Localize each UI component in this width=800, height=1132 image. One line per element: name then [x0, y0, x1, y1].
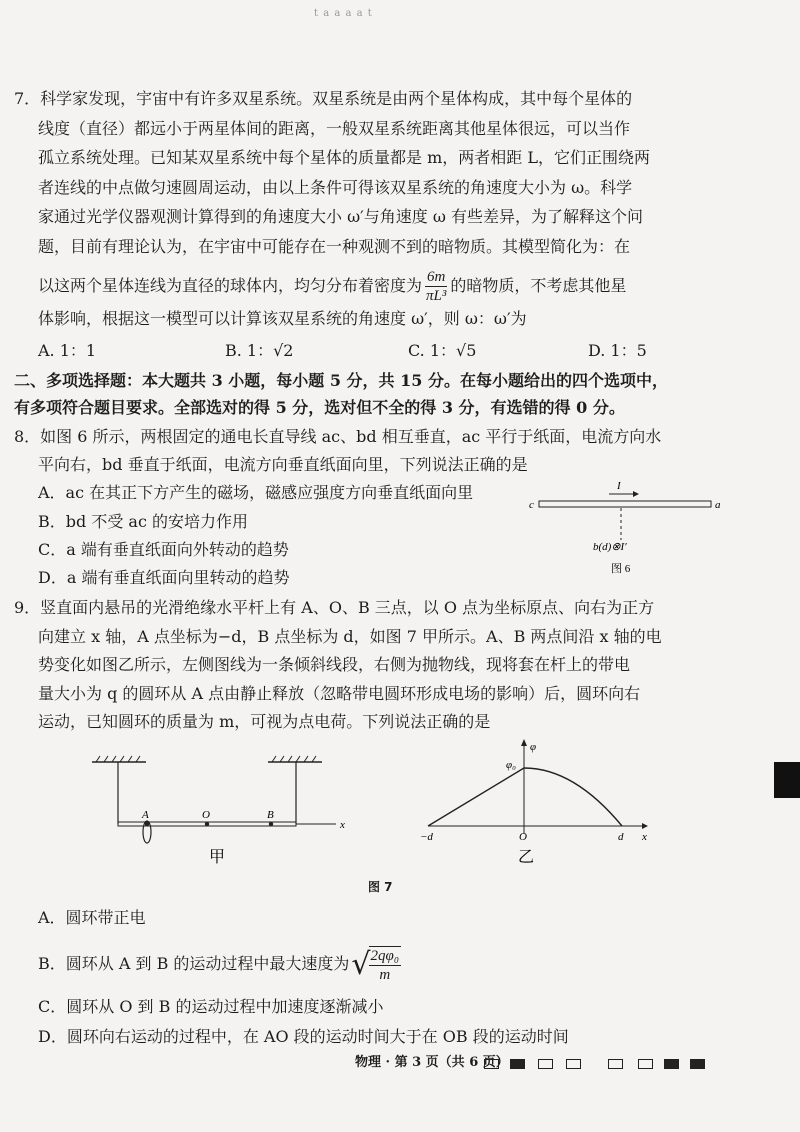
q9-line-1: 9．竖直面内悬吊的光滑绝缘水平杆上有 A、O、B 三点，以 O 点为坐标原点、向右为正方 — [14, 598, 655, 617]
ceiling-right-hatch — [272, 756, 316, 762]
q7-line-3: 孤立系统处理。已知某双星系统中每个星体的质量都是 m，两者相距 L，它们正围绕两 — [38, 148, 650, 167]
label-neg-d: −d — [420, 831, 433, 843]
q9-option-b — [38, 942, 404, 986]
q9-option-a: A．圆环带正电 — [38, 908, 146, 927]
q8-option-b: B．bd 不受 ac 的安培力作用 — [38, 512, 249, 531]
point-a — [145, 822, 149, 826]
phi-axis-arrow — [521, 739, 527, 746]
q8-line-2: 平向右，bd 垂直于纸面，电流方向垂直纸面向里，下列说法正确的是 — [38, 455, 528, 474]
q7-line-7-post: 的暗物质，不考虑其他星 — [450, 276, 627, 295]
wire-ac — [539, 501, 711, 507]
point-b — [269, 822, 273, 826]
current-arrowhead — [633, 491, 639, 497]
figure-7-caption: 图 7 — [368, 880, 393, 894]
velocity-fraction — [369, 946, 402, 984]
potential-parabola — [524, 768, 622, 826]
q8-line-1: 8．如图 6 所示，两根固定的通电长直导线 ac、bd 相互垂直，ac 平行于纸面，电流方向水 — [14, 427, 662, 446]
label-d: d — [618, 831, 624, 843]
q9-line-4: 量大小为 q 的圆环从 A 点由静止释放（忽略带电圆环形成电场的影响）后，圆环向右 — [38, 684, 641, 703]
section2-heading-line-1: 二、多项选择题：本大题共 3 小题，每小题 5 分，共 15 分。在每小题给出的四个选项中， — [14, 371, 668, 390]
potential-linear-segment — [428, 768, 524, 826]
page-indicator-box — [664, 1059, 679, 1069]
caption-jia: 甲 — [209, 849, 226, 866]
q9-option-c: C．圆环从 O 到 B 的运动过程中加速度逐渐减小 — [38, 997, 384, 1016]
side-tab-marker — [774, 762, 800, 798]
q9-option-b-text: B．圆环从 A 到 B 的运动过程中最大速度为 — [38, 954, 350, 973]
page-indicator-box — [484, 1059, 499, 1069]
x-axis-arrow — [642, 823, 648, 829]
q7-line-7-pre: 以这两个星体连线为直径的球体内，均匀分布着密度为 — [38, 276, 423, 295]
q7-option-b: B. 1：√2 — [225, 341, 294, 360]
current-label: I — [617, 480, 621, 492]
q7-line-4: 者连线的中点做匀速圆周运动，由以上条件可得该双星系统的角速度大小为 ω。科学 — [38, 178, 633, 197]
figure-7-jia — [84, 748, 354, 868]
q7-option-d: D. 1：5 — [588, 341, 647, 360]
q9-line-2: 向建立 x 轴，A 点坐标为−d，B 点坐标为 d，如图 7 甲所示。A、B 两点间沿 x 轴的电 — [38, 627, 662, 646]
q7-line-8: 体影响，根据这一模型可以计算该双星系统的角速度 ω′，则 ω：ω′为 — [38, 309, 527, 328]
q8-option-d: D．a 端有垂直纸面向里转动的趋势 — [38, 568, 290, 587]
q9-line-5: 运动，已知圆环的质量为 m，可视为点电荷。下列说法正确的是 — [38, 712, 491, 731]
page-indicator-box — [690, 1059, 705, 1069]
ceiling-left-hatch — [96, 756, 140, 762]
wire-end-c-label: c — [529, 499, 534, 511]
wire-end-a-label: a — [715, 499, 721, 511]
wire-bd-label: b(d)⊗I′ — [593, 541, 627, 553]
page-indicator-box — [566, 1059, 581, 1069]
q9-line-3: 势变化如图乙所示，左侧图线为一条倾斜线段，右侧为抛物线，现将套在杆上的带电 — [38, 655, 631, 674]
density-denominator: πL³ — [426, 288, 447, 304]
label-a: A — [142, 809, 149, 821]
sqrt-sign: √ — [351, 946, 371, 982]
page-indicator-box — [608, 1059, 623, 1069]
velocity-denominator: m — [379, 966, 391, 983]
label-phi: φ — [530, 741, 537, 753]
velocity-numerator: 2qφ₀ — [370, 947, 400, 964]
point-o — [205, 822, 209, 826]
section2-heading-line-2: 有多项符合题目要求。全部选对的得 5 分，选对但不全的得 3 分，有选错的得 0 分。 — [14, 398, 625, 417]
density-fraction — [425, 268, 447, 305]
q8-option-a: A．ac 在其正下方产生的磁场，磁感应强度方向垂直纸面向里 — [38, 483, 474, 502]
page-indicator-box — [538, 1059, 553, 1069]
page-footer: 物理 · 第 3 页（共 6 页） — [355, 1055, 509, 1070]
q7-line-2: 线度（直径）都远小于两星体间的距离，一般双星系统距离其他星体很远，可以当作 — [38, 119, 631, 138]
page-indicator-box — [510, 1059, 525, 1069]
q7-option-c: C. 1：√5 — [408, 341, 477, 360]
q7-option-a: A. 1：1 — [38, 341, 97, 360]
q9-option-d: D．圆环向右运动的过程中，在 AO 段的运动时间大于在 OB 段的运动时间 — [38, 1027, 569, 1046]
label-x-yi: x — [642, 831, 647, 843]
caption-yi: 乙 — [518, 849, 535, 866]
figure-6-caption: 图 6 — [611, 563, 631, 575]
q7-line-1: 7．科学家发现，宇宙中有许多双星系统。双星系统是由两个星体构成，其中每个星体的 — [14, 89, 633, 108]
density-numerator: 6m — [427, 269, 446, 285]
label-phi0: φ₀ — [506, 759, 516, 771]
label-b: B — [267, 809, 274, 821]
label-o-yi: O — [519, 831, 527, 843]
q8-option-c: C．a 端有垂直纸面向外转动的趋势 — [38, 540, 289, 559]
q7-line-7 — [38, 264, 626, 308]
figure-6 — [525, 476, 725, 580]
q7-line-6: 题，目前有理论认为，在宇宙中可能存在一种观测不到的暗物质。其模型简化为：在 — [38, 237, 631, 256]
label-o: O — [202, 809, 210, 821]
header-scribble: t a a a a t — [314, 8, 373, 19]
q7-line-5: 家通过光学仪器观测计算得到的角速度大小 ω′与角速度 ω 有些差异，为了解释这个问 — [38, 207, 643, 226]
label-x-jia: x — [340, 819, 345, 831]
page-indicator-box — [638, 1059, 653, 1069]
figure-7-yi — [414, 736, 654, 870]
